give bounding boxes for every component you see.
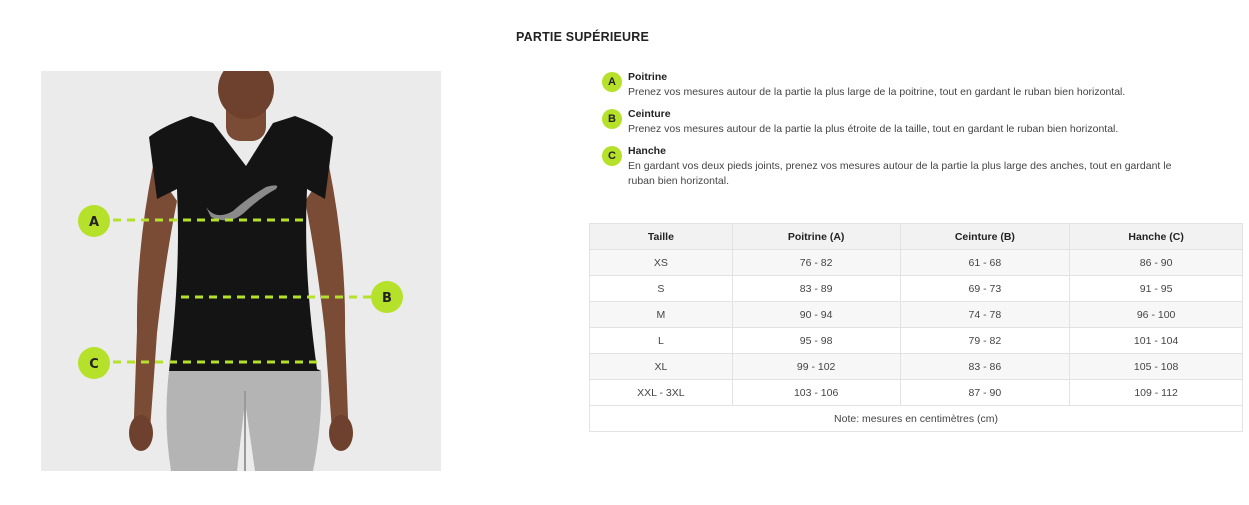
cell-waist: 61 - 68 (900, 250, 1070, 276)
legend-title: Hanche (628, 145, 666, 157)
cell-hip: 86 - 90 (1070, 250, 1243, 276)
table-row (590, 380, 1243, 406)
cell-size: M (590, 302, 733, 328)
legend-item-ceinture (600, 107, 1180, 137)
marker-b (371, 281, 403, 313)
legend-badge-b: B (602, 109, 622, 129)
column-header-poitrine: Poitrine (A) (732, 224, 900, 250)
cell-size: L (590, 328, 733, 354)
cell-chest: 95 - 98 (732, 328, 900, 354)
cell-waist: 69 - 73 (900, 276, 1070, 302)
legend-description: Prenez vos mesures autour de la partie la plus étroite de la taille, tout en gardant le ruban bien horizontal. (628, 123, 1119, 135)
table-header-row (590, 224, 1243, 250)
column-header-taille: Taille (590, 224, 733, 250)
cell-chest: 103 - 106 (732, 380, 900, 406)
svg-text:B: B (382, 291, 392, 306)
svg-text:C: C (89, 357, 99, 372)
cell-waist: 79 - 82 (900, 328, 1070, 354)
table-note: Note: mesures en centimètres (cm) (590, 406, 1243, 432)
cell-size: XS (590, 250, 733, 276)
legend-item-poitrine (600, 70, 1180, 100)
cell-hip: 91 - 95 (1070, 276, 1243, 302)
cell-chest: 99 - 102 (732, 354, 900, 380)
cell-waist: 83 - 86 (900, 354, 1070, 380)
legend-description: En gardant vos deux pieds joints, prenez vos mesures autour de la partie la plus large des anches, tout en gardant le ruban bien horizontal. (628, 160, 1172, 187)
legend-description: Prenez vos mesures autour de la partie la plus large de la poitrine, tout en gardant le ruban bien horizontal. (628, 86, 1126, 98)
model-left-hand (129, 415, 153, 451)
cell-size: XL (590, 354, 733, 380)
table-row (590, 250, 1243, 276)
size-table (589, 223, 1243, 432)
legend-title: Ceinture (628, 108, 671, 120)
cell-size: XXL - 3XL (590, 380, 733, 406)
cell-chest: 83 - 89 (732, 276, 900, 302)
cell-waist: 87 - 90 (900, 380, 1070, 406)
page-title: PARTIE SUPÉRIEURE (516, 30, 650, 44)
legend-badge-c: C (602, 146, 622, 166)
cell-hip: 105 - 108 (1070, 354, 1243, 380)
cell-chest: 90 - 94 (732, 302, 900, 328)
measurement-figure (41, 71, 441, 471)
table-row (590, 328, 1243, 354)
table-row (590, 276, 1243, 302)
model-right-hand (329, 415, 353, 451)
table-row (590, 302, 1243, 328)
cell-size: S (590, 276, 733, 302)
cell-chest: 76 - 82 (732, 250, 900, 276)
measurement-legend (600, 70, 1180, 196)
legend-badge-a: A (602, 72, 622, 92)
cell-hip: 96 - 100 (1070, 302, 1243, 328)
column-header-ceinture: Ceinture (B) (900, 224, 1070, 250)
table-row (590, 354, 1243, 380)
marker-a (78, 205, 110, 237)
cell-hip: 101 - 104 (1070, 328, 1243, 354)
legend-title: Poitrine (628, 71, 668, 83)
model-illustration (41, 71, 441, 471)
marker-c (78, 347, 110, 379)
cell-waist: 74 - 78 (900, 302, 1070, 328)
svg-text:A: A (88, 215, 100, 230)
cell-hip: 109 - 112 (1070, 380, 1243, 406)
column-header-hanche: Hanche (C) (1070, 224, 1243, 250)
table-note-row (590, 406, 1243, 432)
legend-item-hanche (600, 144, 1180, 189)
